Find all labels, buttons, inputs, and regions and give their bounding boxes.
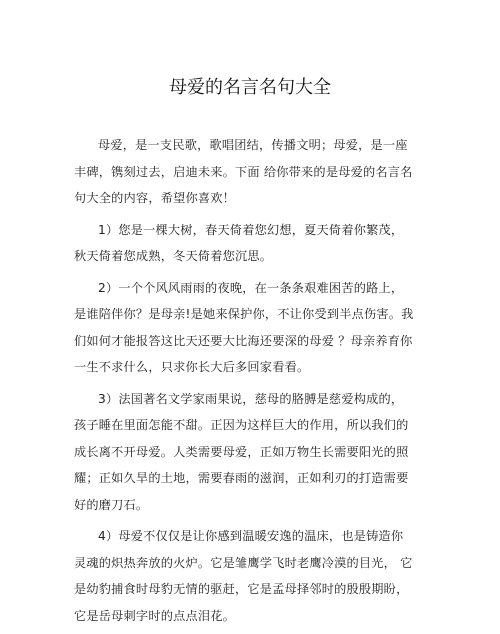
quote-paragraph-3: 3）法国著名文学家雨果说，慈母的胳膊是慈爱构成的，孩子睡在里面怎能不甜。正因为这样巨大的作用，所以我们的成长离不开母爱。人类需要母爱，正如万物生长需要阳光的照耀；正如久旱的土地，需要春雨的滋润，正如利刃的打造需要好的磨刀石。 <box>74 391 409 512</box>
document-title: 母爱的名言名句大全 <box>169 77 331 98</box>
quote-paragraph-2: 2）一个个风风雨雨的夜晚，在一条条艰难困苦的路上，是谁陪伴你？是母亲!是她来保护你，不让你受到半点伤害。我们如何才能报答这比天还要大比海还要深的母爱 ？母亲养育你一生不求什么，只求你长大后多回家看看。 <box>74 280 414 374</box>
document-body <box>74 132 414 634</box>
intro-paragraph: 母爱，是一支民歌，歌唱团结，传播文明；母爱，是一座丰碑，镌刻过去，启迪未来。下面 给你带来的是母爱的名言名句大全的内容，希望你喜欢！ <box>74 138 413 205</box>
quote-paragraph-1: 1）您是一棵大树，春天倚着您幻想，夏天倚着你繁茂，秋天倚着您成熟，冬天倚着您沉思。 <box>74 222 404 263</box>
quote-paragraph-4: 4）母爱不仅仅是让你感到温暖安逸的温床，也是铸造你灵魂的炽热奔放的火炉。它是雏鹰学飞时老鹰冷漠的目光， 它是幼豹捕食时母豹无情的驱赶，它是孟母择邻时的殷殷期盼，它是岳母刺字时的点点泪花。 <box>74 529 413 623</box>
